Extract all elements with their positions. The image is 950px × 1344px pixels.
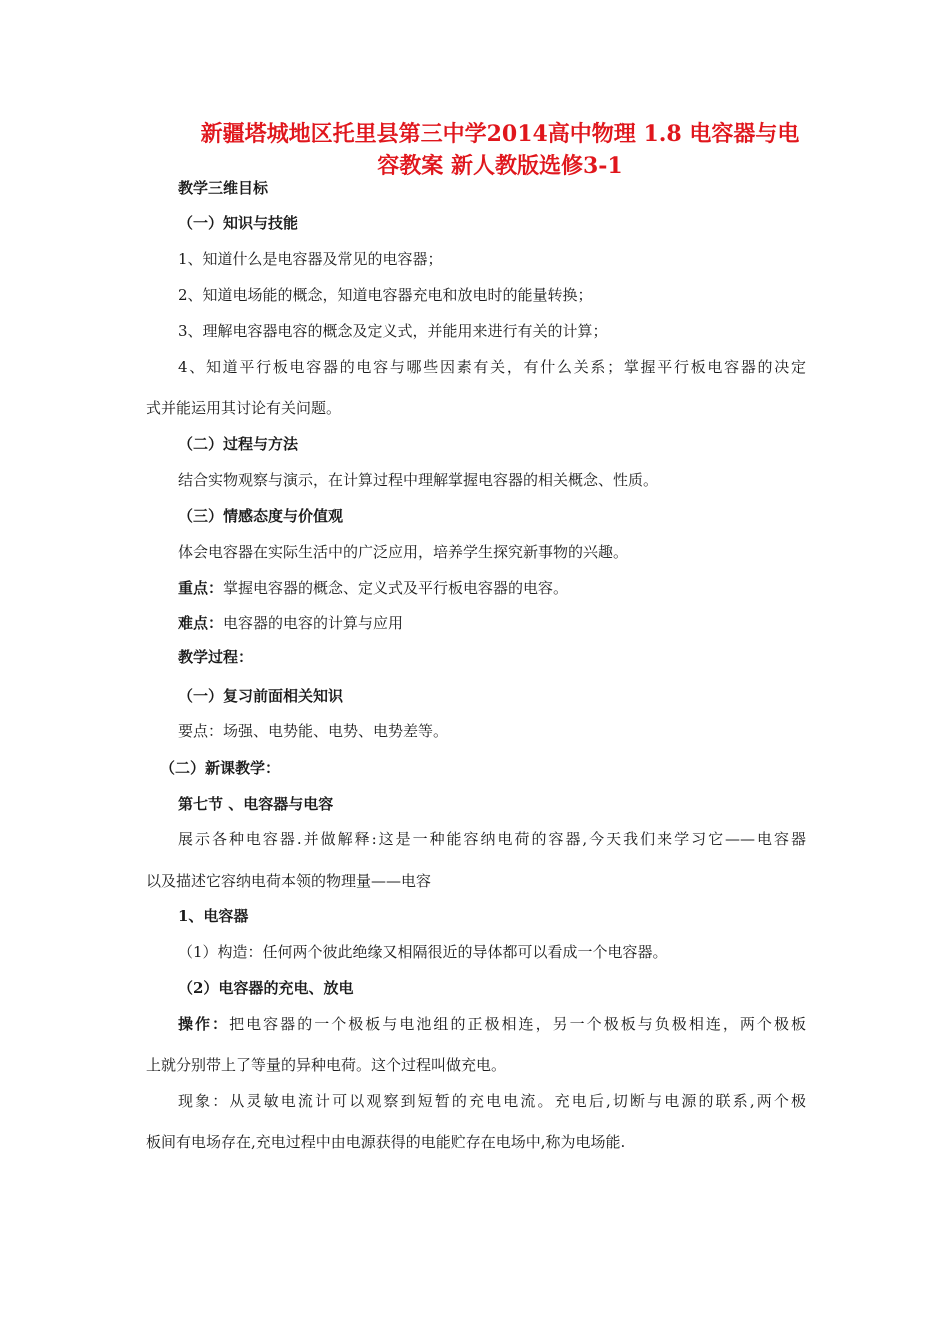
operation-text: 把电容器的一个极板与电池组的正极相连，另一个极板与负极相连，两个极板 — [229, 1015, 806, 1033]
review-text: 要点：场强、电势能、电势、电势差等。 — [178, 722, 449, 740]
goal-4-line-2: 式并能运用其讨论有关问题。 — [146, 399, 342, 417]
title-line-1: 新疆塔城地区托里县第三中学2014高中物理 1.8 电容器与电 — [200, 121, 800, 147]
key-point — [178, 578, 568, 598]
capacitor-heading: 1、电容器 — [178, 907, 249, 925]
goals-heading: 教学三维目标 — [178, 179, 269, 197]
goal-1: 1、知道什么是电容器及常见的电容器； — [178, 250, 443, 268]
review-heading: （一）复习前面相关知识 — [178, 687, 344, 705]
operation-line-1 — [178, 1014, 806, 1034]
structure-text: （1）构造：任何两个彼此绝缘又相隔很近的导体都可以看成一个电容器。 — [178, 943, 668, 961]
section1-heading: （一）知识与技能 — [178, 214, 299, 232]
key-label: 重点： — [178, 579, 224, 597]
difficult-text: 电容器的电容的计算与应用 — [223, 614, 404, 632]
operation-line-2: 上就分别带上了等量的异种电荷。这个过程叫做充电。 — [146, 1056, 507, 1074]
title-line-2: 容教案 新人教版选修3-1 — [377, 153, 623, 179]
difficult-point — [178, 613, 403, 633]
new-lesson-heading: （二）新课教学： — [160, 759, 281, 777]
goal-2: 2、知道电场能的概念，知道电容器充电和放电时的能量转换； — [178, 286, 593, 304]
key-text: 掌握电容器的概念、定义式及平行板电容器的电容。 — [223, 579, 569, 597]
section2-text: 结合实物观察与演示，在计算过程中理解掌握电容器的相关概念、性质。 — [178, 471, 659, 489]
charging-heading: （2）电容器的充电、放电 — [178, 979, 354, 997]
section3-heading: （三）情感态度与价值观 — [178, 507, 344, 525]
document-title — [140, 118, 860, 182]
operation-label: 操作： — [178, 1015, 230, 1033]
intro-line-1: 展示各种电容器.并做解释:这是一种能容纳电荷的容器,今天我们来学习它——电容器 — [178, 830, 806, 848]
process-heading: 教学过程： — [178, 648, 254, 666]
section2-heading: （二）过程与方法 — [178, 435, 299, 453]
phenomenon-line-1: 现象：从灵敏电流计可以观察到短暂的充电电流。充电后,切断与电源的联系,两个极 — [178, 1092, 806, 1110]
intro-line-2: 以及描述它容纳电荷本领的物理量——电容 — [146, 872, 432, 890]
goal-4-line-1: 4、知道平行板电容器的电容与哪些因素有关，有什么关系；掌握平行板电容器的决定 — [178, 358, 806, 376]
section3-text: 体会电容器在实际生活中的广泛应用，培养学生探究新事物的兴趣。 — [178, 543, 629, 561]
difficult-label: 难点： — [178, 614, 224, 632]
phenomenon-line-2: 板间有电场存在,充电过程中由电源获得的电能贮存在电场中,称为电场能. — [146, 1133, 626, 1151]
lesson-title: 第七节 、电容器与电容 — [178, 795, 334, 813]
goal-3: 3、理解电容器电容的概念及定义式，并能用来进行有关的计算； — [178, 322, 608, 340]
